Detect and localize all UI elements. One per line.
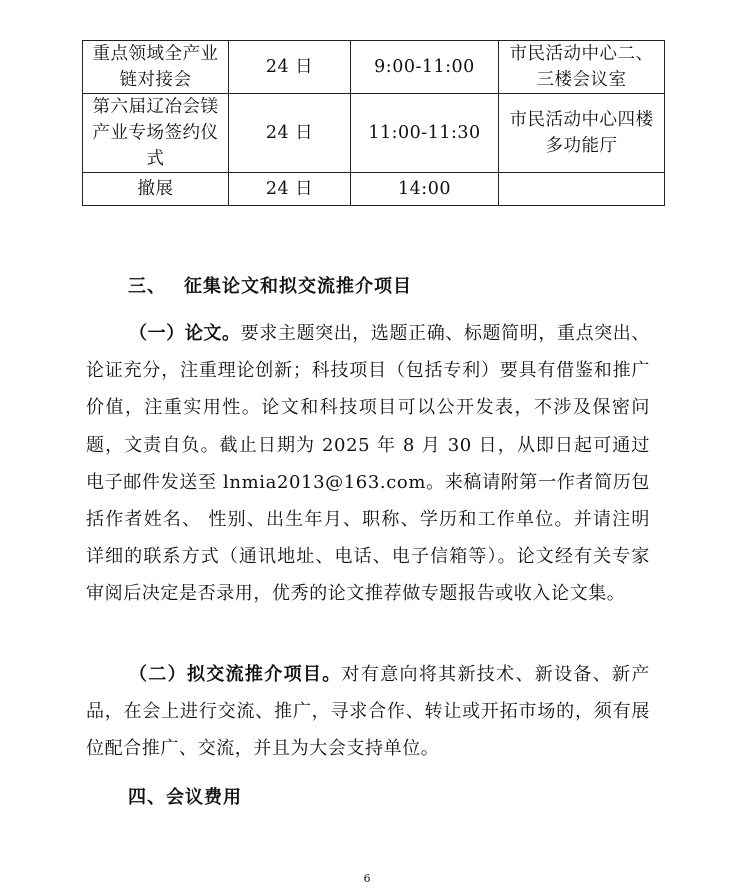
section-3-heading	[128, 272, 412, 298]
project-text: 对有意向将其新技术、新设备、新产品，在会上进行交流、推广，寻求合作、转让或开拓市场的，须有展位配合推广、交流，并且为大会支持单位。	[86, 664, 650, 760]
event-cell: 第六届辽冶会镁产业专场签约仪式	[83, 94, 229, 173]
project-label: （二）拟交流推介项目。	[129, 664, 342, 685]
time-cell: 11:00-11:30	[351, 94, 499, 173]
section-3-number: 三、	[128, 276, 166, 297]
paper-paragraph	[86, 315, 650, 613]
event-cell: 重点领域全产业链对接会	[83, 41, 229, 94]
location-cell	[499, 173, 665, 206]
section-3-title: 征集论文和拟交流推介项目	[184, 276, 412, 297]
schedule-table	[82, 40, 665, 206]
paper-label: （一）论文。	[129, 323, 241, 344]
project-paragraph	[86, 656, 650, 768]
time-cell: 9:00-11:00	[351, 41, 499, 94]
event-cell: 撤展	[83, 173, 229, 206]
section-4-heading: 四、会议费用	[128, 787, 242, 808]
location-cell: 市民活动中心四楼多功能厅	[499, 94, 665, 173]
page-number: 6	[363, 872, 371, 885]
date-cell: 24 日	[229, 41, 351, 94]
date-cell: 24 日	[229, 94, 351, 173]
time-cell: 14:00	[351, 173, 499, 206]
date-cell: 24 日	[229, 173, 351, 206]
paper-text: 要求主题突出，选题正确、标题简明，重点突出、论证充分，注重理论创新；科技项目（包括专利）要具有借鉴和推广价值，注重实用性。论文和科技项目可以公开发表，不涉及保密问题，文责自负。截止日期为 2025 年 8 月 30 日，从即日起可通过电子邮件发送至 lnmia2013@163.com。来稿请附第一作者简历包括作者姓名、 性别、出生年月、职称、学历和工作单位。并请注明详细的联系方式（通讯地址、电话、电子信箱等）。论文经有关专家审阅后决定是否录用，优秀的论文推荐做专题报告或收入论文集。	[86, 323, 650, 605]
table-row	[83, 94, 665, 173]
table-row	[83, 173, 665, 206]
table-row	[83, 41, 665, 94]
location-cell: 市民活动中心二、三楼会议室	[499, 41, 665, 94]
